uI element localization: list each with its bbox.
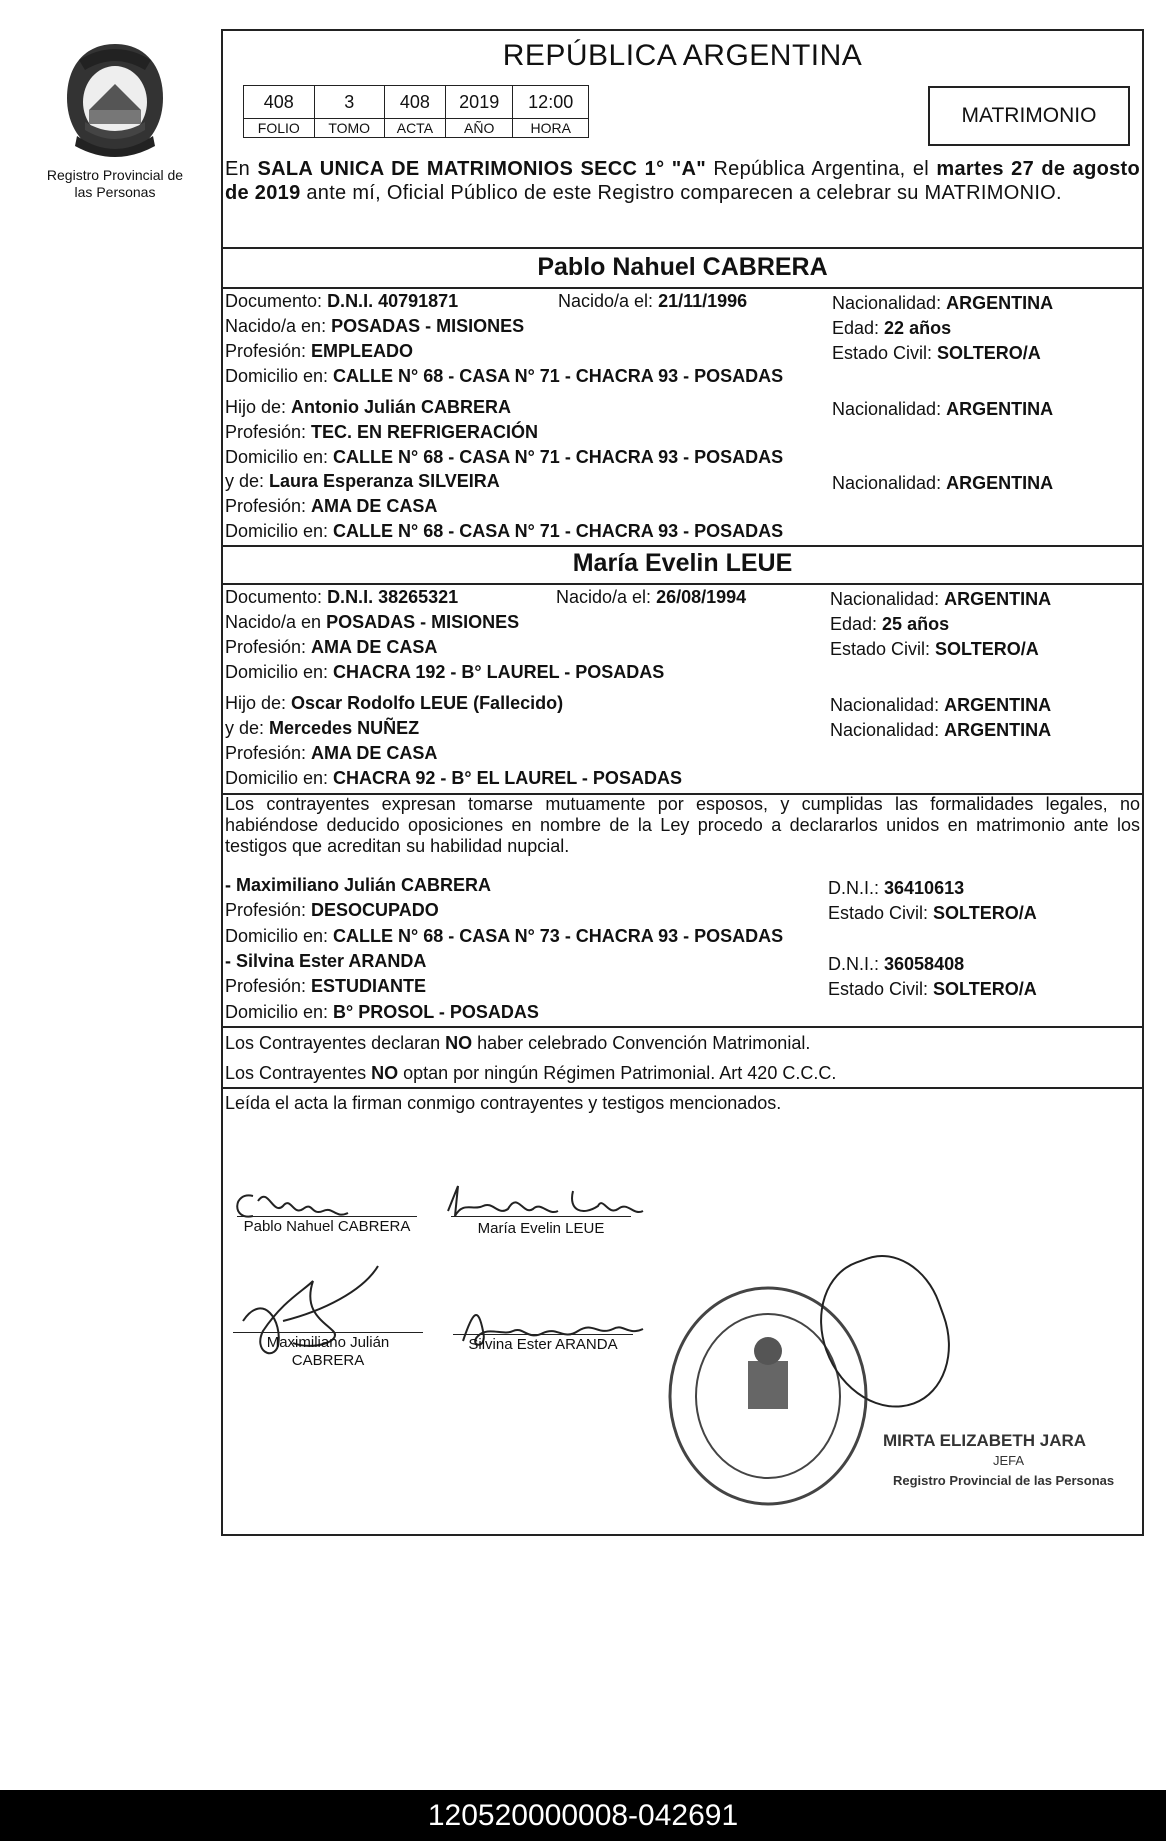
folio-value: 408 — [244, 86, 315, 119]
hour-value: 12:00 — [513, 86, 589, 119]
groom-profession: Profesión: EMPLEADO — [225, 341, 414, 361]
witness1-profession: Profesión: DESOCUPADO — [225, 900, 439, 920]
groom-birthplace: Nacido/a en: POSADAS - MISIONES — [225, 316, 525, 336]
certificate-frame — [221, 29, 1144, 1536]
folio-label: FOLIO — [244, 119, 315, 138]
bride-birthplace: Nacido/a en POSADAS - MISIONES — [225, 612, 520, 632]
bride-mother: y de: Mercedes NUÑEZ — [225, 718, 420, 738]
bride-father: Hijo de: Oscar Rodolfo LEUE (Fallecido) — [225, 693, 564, 713]
witness2-dni: D.N.I.: 36058408 — [828, 954, 965, 974]
groom-mother-nationality: Nacionalidad: ARGENTINA — [832, 473, 1054, 493]
witness1-name: - Maximiliano Julián CABRERA — [225, 875, 492, 895]
groom-father: Hijo de: Antonio Julián CABRERA — [225, 397, 512, 417]
registry-logo — [40, 40, 190, 201]
bride-document: Documento: D.N.I. 38265321 — [225, 587, 459, 607]
bride-age: Edad: 25 años — [830, 614, 950, 634]
bride-mother-nationality: Nacionalidad: ARGENTINA — [830, 720, 1052, 740]
witness2-civil-status: Estado Civil: SOLTERO/A — [828, 979, 1037, 999]
year-value: 2019 — [446, 86, 513, 119]
convention-line-1: Los Contrayentes declaran NO haber celebrado Convención Matrimonial. — [225, 1033, 811, 1053]
bride-father-nationality: Nacionalidad: ARGENTINA — [830, 695, 1052, 715]
groom-father-address: Domicilio en: CALLE N° 68 - CASA N° 71 - CHACRA 93 - POSADAS — [225, 447, 784, 467]
signature-label-witness2: Silvina Ester ARANDA — [468, 1336, 618, 1353]
witness2-address: Domicilio en: B° PROSOL - POSADAS — [225, 1002, 539, 1022]
witness1-civil-status: Estado Civil: SOLTERO/A — [828, 903, 1037, 923]
signature-label-witness1: Maximiliano Julián CABRERA — [266, 1334, 390, 1369]
groom-mother-address: Domicilio en: CALLE N° 68 - CASA N° 71 - CHACRA 93 - POSADAS — [225, 521, 784, 541]
bride-mother-address: Domicilio en: CHACRA 92 - B° EL LAUREL - POSADAS — [225, 768, 682, 788]
closing-text: Leída el acta la firman conmigo contrayentes y testigos mencionados. — [225, 1093, 782, 1113]
tomo-value: 3 — [314, 86, 384, 119]
groom-age: Edad: 22 años — [832, 318, 952, 338]
bride-civil-status: Estado Civil: SOLTERO/A — [830, 639, 1039, 659]
groom-father-profession: Profesión: TEC. EN REFRIGERACIÓN — [225, 422, 539, 442]
bride-mother-profession: Profesión: AMA DE CASA — [225, 743, 438, 763]
document-barcode-number: 120520000008-042691 — [0, 1790, 1166, 1841]
acta-value: 408 — [384, 86, 445, 119]
certificate-title: REPÚBLICA ARGENTINA — [502, 39, 863, 72]
province-seal-icon — [59, 40, 171, 160]
bride-birthdate: Nacido/a el: 26/08/1994 — [556, 587, 747, 607]
official-stamp-text: MIRTA ELIZABETH JARA JEFA Registro Provincial de las Personas — [883, 1431, 1115, 1488]
groom-birthdate: Nacido/a el: 21/11/1996 — [558, 291, 748, 311]
acta-label: ACTA — [384, 119, 445, 138]
reference-table — [243, 85, 589, 138]
groom-mother-profession: Profesión: AMA DE CASA — [225, 496, 438, 516]
year-label: AÑO — [446, 119, 513, 138]
groom-address: Domicilio en: CALLE N° 68 - CASA N° 71 - CHACRA 93 - POSADAS — [225, 366, 784, 386]
hour-label: HORA — [513, 119, 589, 138]
groom-civil-status: Estado Civil: SOLTERO/A — [832, 343, 1041, 363]
bride-address: Domicilio en: CHACRA 192 - B° LAUREL - POSADAS — [225, 662, 665, 682]
type-box: MATRIMONIO — [928, 86, 1130, 146]
witness1-dni: D.N.I.: 36410613 — [828, 878, 965, 898]
bride-profession: Profesión: AMA DE CASA — [225, 637, 438, 657]
witness1-address: Domicilio en: CALLE N° 68 - CASA N° 73 - CHACRA 93 - POSADAS — [225, 926, 784, 946]
witness2-profession: Profesión: ESTUDIANTE — [225, 976, 427, 996]
groom-mother: y de: Laura Esperanza SILVEIRA — [225, 471, 500, 491]
groom-nationality: Nacionalidad: ARGENTINA — [832, 293, 1054, 313]
bride-name: María Evelin LEUE — [572, 549, 793, 577]
signature-label-bride: María Evelin LEUE — [477, 1220, 605, 1237]
convention-line-2: Los Contrayentes NO optan por ningún Régimen Patrimonial. Art 420 C.C.C. — [225, 1063, 837, 1083]
declaration-text: Los contrayentes expresan tomarse mutuamente por esposos, y cumplidas las formalidades legales, no habiéndose deducido oposiciones en nombre de la Ley procedo a declararlos unidos en matrimonio ante los testigos que acreditan su habilidad nupcial. — [225, 794, 1140, 856]
registry-caption: Registro Provincial de las Personas — [46, 167, 184, 200]
tomo-label: TOMO — [314, 119, 384, 138]
groom-name: Pablo Nahuel CABRERA — [537, 253, 828, 281]
groom-father-nationality: Nacionalidad: ARGENTINA — [832, 399, 1054, 419]
intro-paragraph: En SALA UNICA DE MATRIMONIOS SECC 1° "A" República Argentina, el martes 27 de agosto de 2019 ante mí, Oficial Público de este Registro comparecen a celebrar su MATRIMONIO. — [225, 158, 1141, 204]
bride-nationality: Nacionalidad: ARGENTINA — [830, 589, 1052, 609]
groom-document: Documento: D.N.I. 40791871 — [225, 291, 459, 311]
signature-label-groom: Pablo Nahuel CABRERA — [243, 1218, 411, 1235]
witness2-name: - Silvina Ester ARANDA — [225, 951, 427, 971]
